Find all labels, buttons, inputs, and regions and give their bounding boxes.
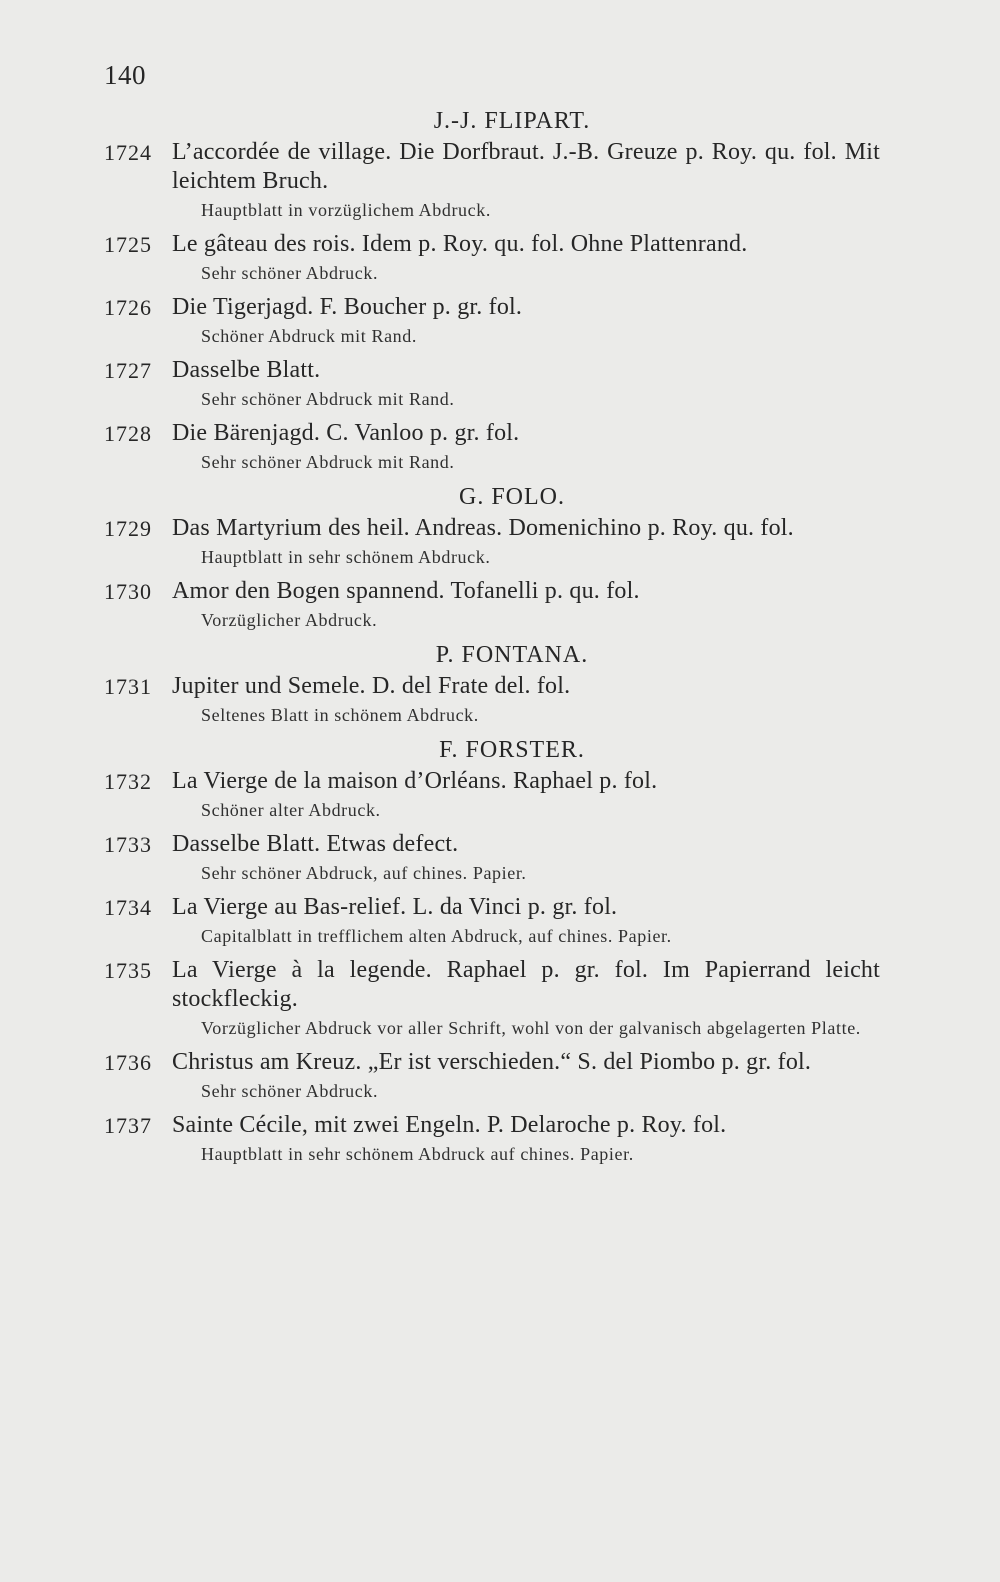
entry-description-line	[104, 672, 880, 701]
catalog-entry	[104, 293, 880, 348]
entry-condition: Capitalblatt in trefflichem alten Abdruck, auf chines. Papier.	[201, 926, 672, 946]
entry-description-line	[104, 230, 880, 259]
catalog-entry	[104, 356, 880, 411]
entry-condition: Seltenes Blatt in schönem Abdruck.	[201, 705, 479, 725]
entry-description: Die Tigerjagd. F. Boucher p. gr. fol.	[172, 294, 523, 320]
entry-condition: Schöner alter Abdruck.	[201, 800, 381, 820]
entry-condition: Vorzüglicher Abdruck vor aller Schrift, wohl von der galvanisch abgelagerten Platte.	[201, 1018, 861, 1038]
catalog-entry	[104, 956, 880, 1040]
catalog-entry	[104, 672, 880, 727]
entry-condition: Vorzüglicher Abdruck.	[201, 610, 378, 630]
lot-number: 1727	[104, 358, 152, 383]
lot-number: 1725	[104, 232, 152, 257]
entry-description-line	[104, 956, 880, 1014]
catalog-entry	[104, 577, 880, 632]
entry-description-line	[104, 138, 880, 196]
entry-description-line	[104, 577, 880, 606]
lot-number: 1732	[104, 769, 152, 794]
entry-description-line	[104, 293, 880, 322]
entry-description: La Vierge à la legende. Raphael p. gr. fol. Im Papierrand leicht stockfleckig.	[172, 957, 880, 1012]
entry-condition: Sehr schöner Abdruck.	[201, 263, 379, 283]
entry-description: Das Martyrium des heil. Andreas. Domenichino p. Roy. qu. fol.	[172, 515, 794, 541]
entry-description: La Vierge de la maison d’Orléans. Raphael p. fol.	[172, 768, 658, 794]
catalog-entry	[104, 893, 880, 948]
lot-number: 1726	[104, 295, 152, 320]
entry-description-line	[104, 893, 880, 922]
entry-condition: Sehr schöner Abdruck, auf chines. Papier.	[201, 863, 527, 883]
entry-condition: Sehr schöner Abdruck mit Rand.	[201, 452, 455, 472]
artist-section	[104, 640, 880, 727]
lot-number: 1735	[104, 958, 152, 983]
lot-number: 1731	[104, 674, 152, 699]
entry-condition: Sehr schöner Abdruck mit Rand.	[201, 389, 455, 409]
entry-description: Jupiter und Semele. D. del Frate del. fol.	[172, 673, 571, 699]
catalog-entry	[104, 767, 880, 822]
entry-condition: Hauptblatt in sehr schönem Abdruck auf chines. Papier.	[201, 1144, 634, 1164]
page-number: 140	[104, 60, 146, 90]
artist-heading: P. FONTANA.	[435, 642, 589, 668]
entry-condition: Hauptblatt in sehr schönem Abdruck.	[201, 547, 491, 567]
entry-description-line	[104, 419, 880, 448]
entry-description: Dasselbe Blatt.	[172, 357, 321, 383]
entry-condition: Sehr schöner Abdruck.	[201, 1081, 379, 1101]
lot-number: 1730	[104, 579, 152, 604]
entry-description-line	[104, 767, 880, 796]
artist-section	[104, 735, 880, 1166]
entry-description: Amor den Bogen spannend. Tofanelli p. qu. fol.	[172, 578, 640, 604]
entry-description: La Vierge au Bas-relief. L. da Vinci p. gr. fol.	[172, 894, 618, 920]
entry-description: Christus am Kreuz. „Er ist verschieden.“ S. del Piombo p. gr. fol.	[172, 1049, 812, 1075]
catalog-entry	[104, 830, 880, 885]
entry-description: Sainte Cécile, mit zwei Engeln. P. Delaroche p. Roy. fol.	[172, 1112, 727, 1138]
entry-description: Die Bärenjagd. C. Vanloo p. gr. fol.	[172, 420, 520, 446]
artist-heading: G. FOLO.	[458, 484, 565, 510]
catalog-entry	[104, 1048, 880, 1103]
artist-section	[104, 482, 880, 632]
catalog-entry	[104, 419, 880, 474]
catalog-entry	[104, 138, 880, 222]
entry-description: Le gâteau des rois. Idem p. Roy. qu. fol. Ohne Plattenrand.	[172, 231, 748, 257]
entry-description: Dasselbe Blatt. Etwas defect.	[172, 831, 459, 857]
entry-description-line	[104, 356, 880, 385]
entry-description: L’accordée de village. Die Dorfbraut. J.-B. Greuze p. Roy. qu. fol. Mit leichtem Bruch.	[172, 139, 880, 194]
lot-number: 1729	[104, 516, 152, 541]
lot-number: 1733	[104, 832, 152, 857]
lot-number: 1734	[104, 895, 152, 920]
entry-description-line	[104, 1048, 880, 1077]
entry-description-line	[104, 830, 880, 859]
lot-number: 1736	[104, 1050, 152, 1075]
lot-number: 1737	[104, 1113, 152, 1138]
catalog-entry	[104, 230, 880, 285]
entry-description-line	[104, 1111, 880, 1140]
lot-number: 1728	[104, 421, 152, 446]
entry-description-line	[104, 514, 880, 543]
catalog-entry	[104, 1111, 880, 1166]
lot-number: 1724	[104, 140, 152, 165]
entry-condition: Hauptblatt in vorzüglichem Abdruck.	[201, 200, 491, 220]
artist-heading: J.-J. FLIPART.	[433, 108, 591, 134]
catalog-entry	[104, 514, 880, 569]
artist-section	[104, 106, 880, 474]
entry-condition: Schöner Abdruck mit Rand.	[201, 326, 417, 346]
artist-heading: F. FORSTER.	[439, 737, 585, 763]
